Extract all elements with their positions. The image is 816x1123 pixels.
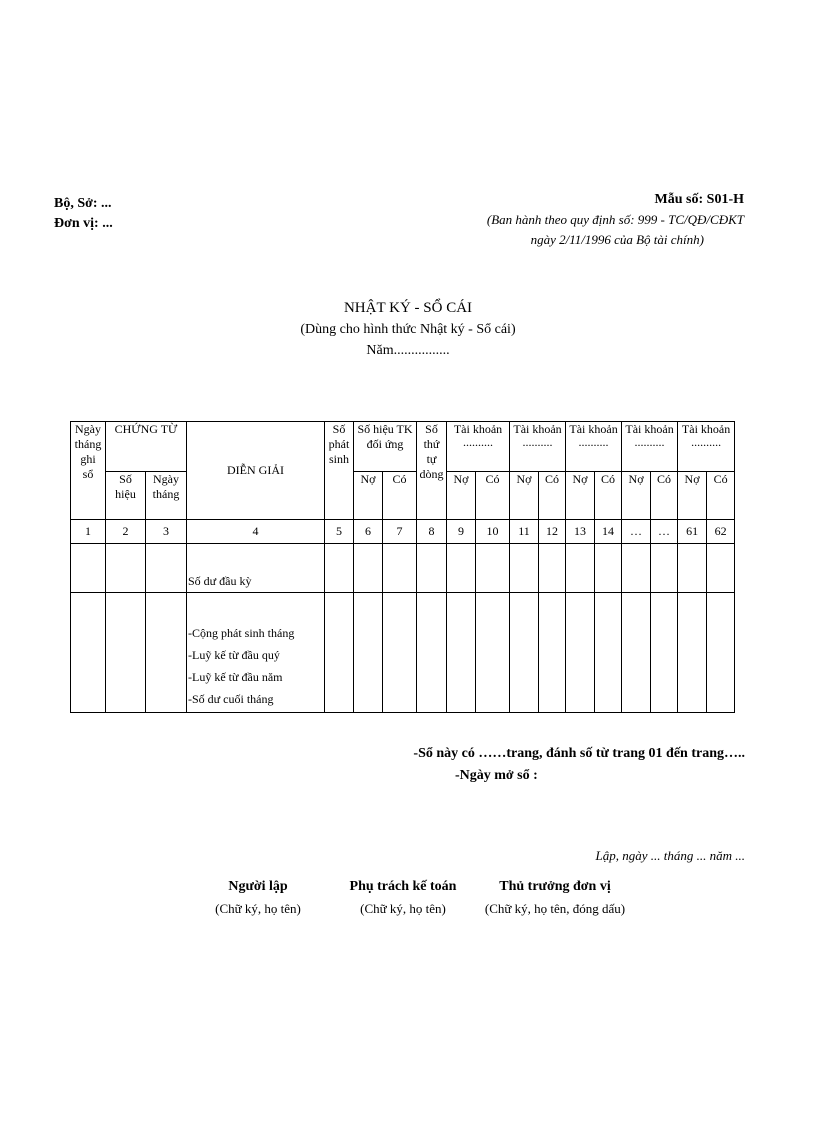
header-row-1 [71, 422, 735, 472]
col-number: 13 [566, 520, 595, 544]
document-title: NHẬT KÝ - SỔ CÁI [343, 300, 473, 316]
ledger-table [70, 421, 735, 713]
col-ngaythang-header: Ngày tháng [146, 472, 187, 520]
col-taikhoan-5-header: Tài khoản .......... [678, 422, 735, 472]
col-number: 62 [707, 520, 735, 544]
summary-labels [187, 592, 325, 712]
summary-line: -Cộng phát sinh tháng [188, 626, 295, 640]
issued-by-line-2: ngày 2/11/1996 của Bộ tài chính) [530, 232, 704, 247]
col-number: 10 [476, 520, 510, 544]
head-hint: (Chữ ký, họ tên, đóng dấu) [484, 901, 626, 916]
col-number: 4 [187, 520, 325, 544]
header-row-2 [71, 472, 735, 520]
col-co-header: Có [539, 472, 566, 520]
col-no-header: Nợ [447, 472, 476, 520]
issued-by-line-1: (Ban hành theo quy định số: 999 - TC/QĐ/CĐKT [486, 212, 744, 227]
col-no-header: Nợ [622, 472, 651, 520]
accountant-role: Phụ trách kế toán [349, 879, 457, 894]
opening-balance-row [71, 544, 735, 592]
col-number: 5 [325, 520, 354, 544]
header-right [480, 190, 744, 250]
column-number-row [71, 520, 735, 544]
col-sothutu-header: Số thứ tự dòng [417, 422, 447, 520]
col-number: 8 [417, 520, 447, 544]
col-diengiai-header: DIỄN GIẢI [187, 422, 325, 520]
col-sohieu-header: Số hiệu [106, 472, 146, 520]
col-number: 11 [510, 520, 539, 544]
col-number: 12 [539, 520, 566, 544]
col-co-header: Có [651, 472, 678, 520]
col-chungtu-header: CHỨNG TỪ [106, 422, 187, 472]
col-co-header: Có [595, 472, 622, 520]
col-co-header: Có [707, 472, 735, 520]
preparer-hint: (Chữ ký, họ tên) [215, 901, 301, 916]
header-left [54, 194, 113, 234]
col-number: 7 [383, 520, 417, 544]
head-role: Thủ trưởng đơn vị [499, 879, 611, 894]
col-taikhoan-2-header: Tài khoản .......... [510, 422, 566, 472]
col-number: 61 [678, 520, 707, 544]
col-co-header: Có [476, 472, 510, 520]
col-co-header: Có [383, 472, 417, 520]
title-block [0, 298, 816, 361]
summary-line: -Luỹ kế từ đầu quý [188, 648, 280, 662]
col-no-header: Nợ [566, 472, 595, 520]
col-number: 9 [447, 520, 476, 544]
col-number: … [622, 520, 651, 544]
unit-label: Đơn vị: ... [54, 216, 113, 231]
document-year: Năm................ [366, 343, 450, 358]
signature-accountant [338, 876, 468, 920]
col-number: 6 [354, 520, 383, 544]
signature-head [470, 876, 640, 920]
place-date: Lập, ngày ... tháng ... năm ... [595, 848, 745, 863]
col-sophatsinh-header: Số phát sinh [325, 422, 354, 520]
summary-row [71, 592, 735, 712]
col-taikhoan-3-header: Tài khoản .......... [566, 422, 622, 472]
pages-note: -Sổ này có ……trang, đánh số từ trang 01 đến trang….. [413, 746, 745, 761]
col-number: … [651, 520, 678, 544]
preparer-role: Người lập [228, 879, 288, 894]
col-number: 3 [146, 520, 187, 544]
col-number: 1 [71, 520, 106, 544]
open-date-note: -Ngày mở sổ : [455, 768, 538, 783]
col-no-header: Nợ [678, 472, 707, 520]
accountant-hint: (Chữ ký, họ tên) [360, 901, 446, 916]
signature-preparer [196, 876, 320, 920]
summary-line: -Số dư cuối tháng [188, 692, 274, 706]
col-number: 2 [106, 520, 146, 544]
col-no-header: Nợ [354, 472, 383, 520]
summary-line: -Luỹ kế từ đầu năm [188, 670, 283, 684]
ministry-label: Bộ, Sở: ... [54, 196, 112, 211]
col-taikhoan-4-header: Tài khoản .......... [622, 422, 678, 472]
form-number: Mẫu số: S01-H [654, 192, 744, 207]
col-number: 14 [595, 520, 622, 544]
col-ngay-header: Ngày tháng ghi sổ [71, 422, 106, 520]
col-sohieutk-header: Số hiệu TK đối ứng [354, 422, 417, 472]
col-taikhoan-1-header: Tài khoản .......... [447, 422, 510, 472]
col-no-header: Nợ [510, 472, 539, 520]
document-subtitle: (Dùng cho hình thức Nhật ký - Sổ cái) [300, 322, 516, 337]
opening-balance-label: Số dư đầu kỳ [187, 544, 325, 592]
